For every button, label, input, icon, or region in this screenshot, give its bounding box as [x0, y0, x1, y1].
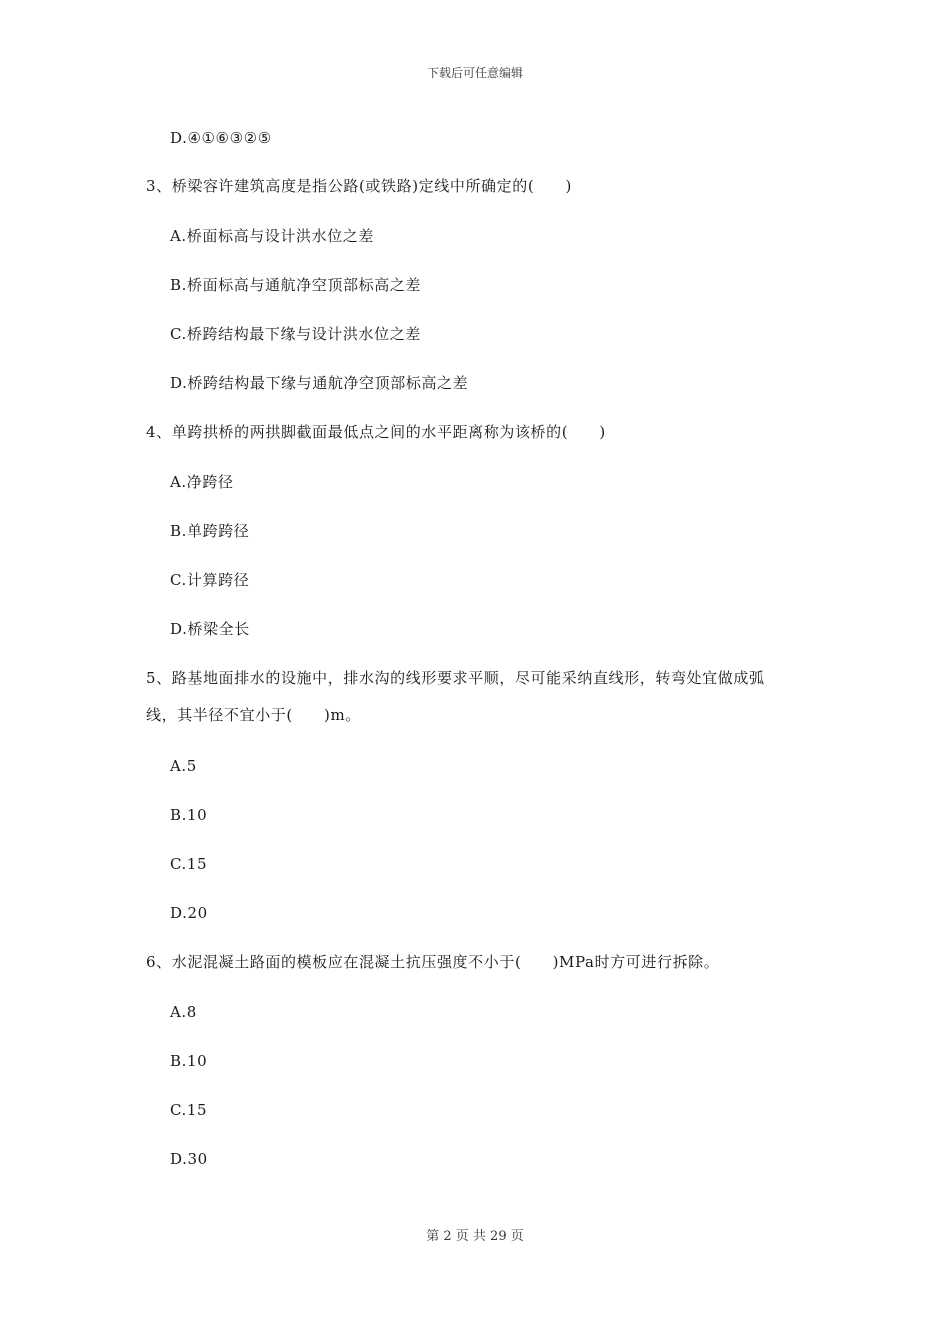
question-4-stem: 4、单跨拱桥的两拱脚截面最低点之间的水平距离称为该桥的( )	[146, 423, 606, 441]
question-4-option-d: D.桥梁全长	[170, 620, 250, 638]
question-5-stem-line1: 5、路基地面排水的设施中，排水沟的线形要求平顺，尽可能采纳直线形，转弯处宜做成弧	[146, 669, 765, 687]
question-5-option-d: D.20	[170, 904, 208, 922]
question-6-option-d: D.30	[170, 1150, 208, 1168]
question-4-option-b: B.单跨跨径	[170, 522, 250, 540]
question-6-stem: 6、水泥混凝土路面的模板应在混凝土抗压强度不小于( )MPa时方可进行拆除。	[146, 953, 720, 971]
question-3-option-a: A.桥面标高与设计洪水位之差	[170, 227, 375, 245]
page-header: 下载后可任意编辑	[426, 66, 523, 80]
question-6-option-a: A.8	[170, 1003, 197, 1021]
question-6-option-b: B.10	[170, 1052, 208, 1070]
question-3-option-d: D.桥跨结构最下缘与通航净空顶部标高之差	[170, 374, 469, 392]
question-4-option-a: A.净跨径	[170, 473, 234, 491]
question-5-stem-line2: 线，其半径不宜小于( )m。	[146, 706, 361, 724]
question-3-option-b: B.桥面标高与通航净空顶部标高之差	[170, 276, 421, 294]
question-6-option-c: C.15	[170, 1101, 208, 1119]
question-5-option-a: A.5	[170, 757, 197, 775]
question-5-option-b: B.10	[170, 806, 208, 824]
question-3-option-c: C.桥跨结构最下缘与设计洪水位之差	[170, 325, 421, 343]
question-4-option-c: C.计算跨径	[170, 571, 250, 589]
question-5-option-c: C.15	[170, 855, 208, 873]
page-footer: 第 2 页 共 29 页	[426, 1229, 524, 1244]
prev-question-option-d: D.④①⑥③②⑤	[170, 129, 272, 147]
question-3-stem: 3、桥梁容许建筑高度是指公路(或铁路)定线中所确定的( )	[146, 177, 572, 195]
